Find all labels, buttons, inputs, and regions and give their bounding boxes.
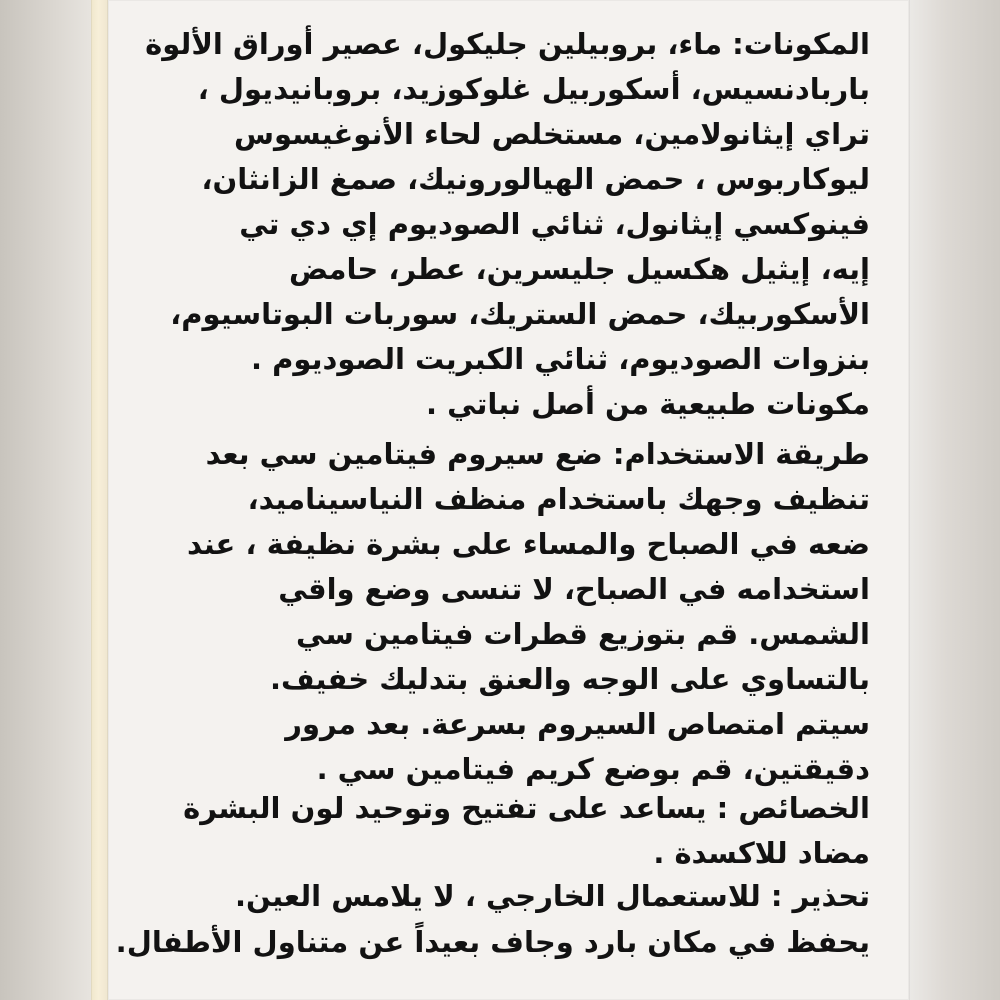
properties-line: مضاد للاكسدة . (653, 836, 870, 870)
usage-line: بالتساوي على الوجه والعنق بتدليك خفيف. (269, 662, 870, 696)
ingredients-line: ليوكاربوس ، حمض الهيالورونيك، صمغ الزانثان، (201, 162, 870, 196)
ingredients-line: إيه، إيثيل هكسيل جليسرين، عطر، حامض (288, 252, 870, 286)
usage-line: تنظيف وجهك باستخدام منظف النياسيناميد، (247, 482, 870, 516)
warning-section (135, 874, 870, 919)
ingredients-line: الأسكوربيك، حمض الستريك، سوربات البوتاسيوم، (170, 297, 870, 331)
ingredients-line: مكونات طبيعية من أصل نباتي . (426, 387, 870, 421)
storage-line: يحفظ في مكان بارد وجاف بعيداً عن متناول الأطفال. (115, 925, 870, 959)
ingredients-line: فينوكسي إيثانول، ثنائي الصوديوم إي دي تي (239, 207, 870, 241)
ingredients-line: بنزوات الصوديوم، ثنائي الكبريت الصوديوم . (251, 342, 870, 376)
ingredients-section (135, 22, 870, 427)
properties-section (135, 786, 870, 876)
right-background-edge (909, 0, 1000, 1000)
usage-line: طريقة الاستخدام: ضع سيروم فيتامين سي بعد (205, 437, 870, 471)
ingredients-line: باربادنسيس، أسكوربيل غلوكوزيد، بروبانيديول ، (197, 72, 870, 106)
warning-line: تحذير : للاستعمال الخارجي ، لا يلامس العين. (234, 879, 870, 913)
usage-line: دقيقتين، قم بوضع كريم فيتامين سي . (316, 752, 870, 786)
ingredients-line: تراي إيثانولامين، مستخلص لحاء الأنوغيسوس (233, 117, 870, 151)
storage-section (115, 920, 870, 965)
ingredients-line: المكونات: ماء، بروبيلين جليكول، عصير أوراق الألوة (145, 27, 870, 61)
usage-line: استخدامه في الصباح، لا تنسى وضع واقي (278, 572, 870, 606)
left-cream-strip (91, 0, 108, 1000)
usage-section (135, 432, 870, 792)
usage-line: ضعه في الصباح والمساء على بشرة نظيفة ، عند (186, 527, 870, 561)
properties-line: الخصائص : يساعد على تفتيح وتوحيد لون البشرة (183, 791, 870, 825)
left-background-edge (0, 0, 91, 1000)
usage-line: سيتم امتصاص السيروم بسرعة. بعد مرور (285, 707, 870, 741)
usage-line: الشمس. قم بتوزيع قطرات فيتامين سي (296, 617, 870, 651)
